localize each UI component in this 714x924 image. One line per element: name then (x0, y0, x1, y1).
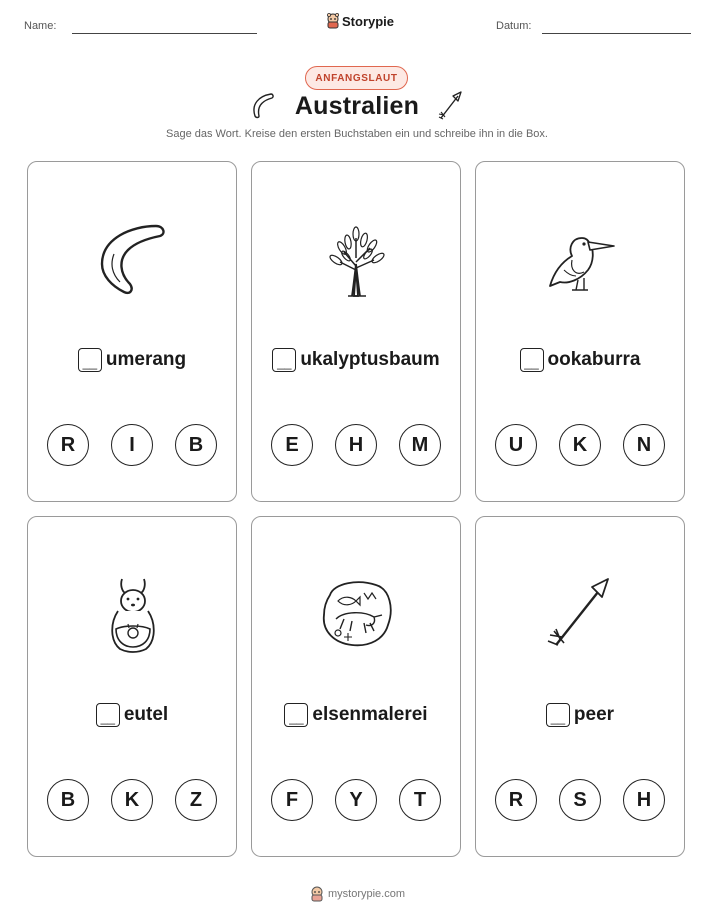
word-card-5 (251, 516, 461, 857)
word-row (28, 703, 236, 727)
letter-option[interactable]: B (47, 779, 89, 821)
word-remainder: ukalyptusbaum (300, 349, 440, 370)
word-row (28, 348, 236, 372)
letter-option[interactable]: E (271, 424, 313, 466)
letter-options (252, 424, 460, 466)
rock-painting-icon (318, 575, 396, 653)
letter-box[interactable]: __ (284, 703, 308, 727)
brand-logo (326, 13, 394, 29)
storypie-mascot-icon (310, 886, 324, 902)
word-row (476, 348, 684, 372)
word-card-1 (27, 161, 237, 502)
word-row (476, 703, 684, 727)
eucalyptus-tree-icon (318, 220, 396, 298)
letter-options (252, 779, 460, 821)
boomerang-icon (94, 220, 172, 298)
worksheet-header (0, 0, 714, 50)
letter-option[interactable]: T (399, 779, 441, 821)
letter-option[interactable]: B (175, 424, 217, 466)
letter-option[interactable]: Y (335, 779, 377, 821)
letter-option[interactable]: H (623, 779, 665, 821)
letter-options (476, 424, 684, 466)
letter-option[interactable]: R (47, 424, 89, 466)
word-card-2 (251, 161, 461, 502)
word-card-4 (27, 516, 237, 857)
spear-icon (436, 90, 464, 122)
letter-option[interactable]: F (271, 779, 313, 821)
letter-option[interactable]: S (559, 779, 601, 821)
brand-name: Storypie (342, 13, 395, 29)
spear-icon (542, 575, 620, 653)
letter-box[interactable]: __ (546, 703, 570, 727)
storypie-mascot-icon (326, 13, 340, 29)
letter-option[interactable]: R (495, 779, 537, 821)
letter-option[interactable]: K (559, 424, 601, 466)
word-card-6 (475, 516, 685, 857)
word-row (252, 703, 460, 727)
word-row (252, 348, 460, 372)
letter-box[interactable]: __ (272, 348, 296, 372)
footer (310, 886, 405, 902)
letter-options (28, 424, 236, 466)
letter-box[interactable]: __ (520, 348, 544, 372)
page-title: Australien (294, 92, 420, 120)
letter-options (28, 779, 236, 821)
letter-box[interactable]: __ (96, 703, 120, 727)
letter-option[interactable]: I (111, 424, 153, 466)
letter-option[interactable]: N (623, 424, 665, 466)
name-line[interactable] (72, 33, 257, 34)
letter-option[interactable]: U (495, 424, 537, 466)
instruction-text: Sage das Wort. Kreise den ersten Buchstaben ein und schreibe ihn in die Box. (166, 128, 548, 140)
letter-options (476, 779, 684, 821)
letter-option[interactable]: Z (175, 779, 217, 821)
word-remainder: ookaburra (547, 349, 641, 370)
kangaroo-pouch-icon (94, 575, 172, 653)
date-line[interactable] (542, 33, 691, 34)
word-card-3 (475, 161, 685, 502)
letter-option[interactable]: M (399, 424, 441, 466)
letter-box[interactable]: __ (78, 348, 102, 372)
word-remainder: eutel (123, 704, 169, 725)
category-badge: ANFANGSLAUT (305, 66, 408, 90)
kookaburra-icon (542, 220, 620, 298)
word-remainder: peer (573, 704, 615, 725)
word-remainder: elsenmalerei (312, 704, 428, 725)
letter-option[interactable]: K (111, 779, 153, 821)
name-label: Name: (24, 20, 57, 32)
date-label: Datum: (496, 20, 532, 32)
footer-url[interactable]: mystorypie.com (328, 888, 406, 900)
word-remainder: umerang (105, 349, 187, 370)
letter-option[interactable]: H (335, 424, 377, 466)
